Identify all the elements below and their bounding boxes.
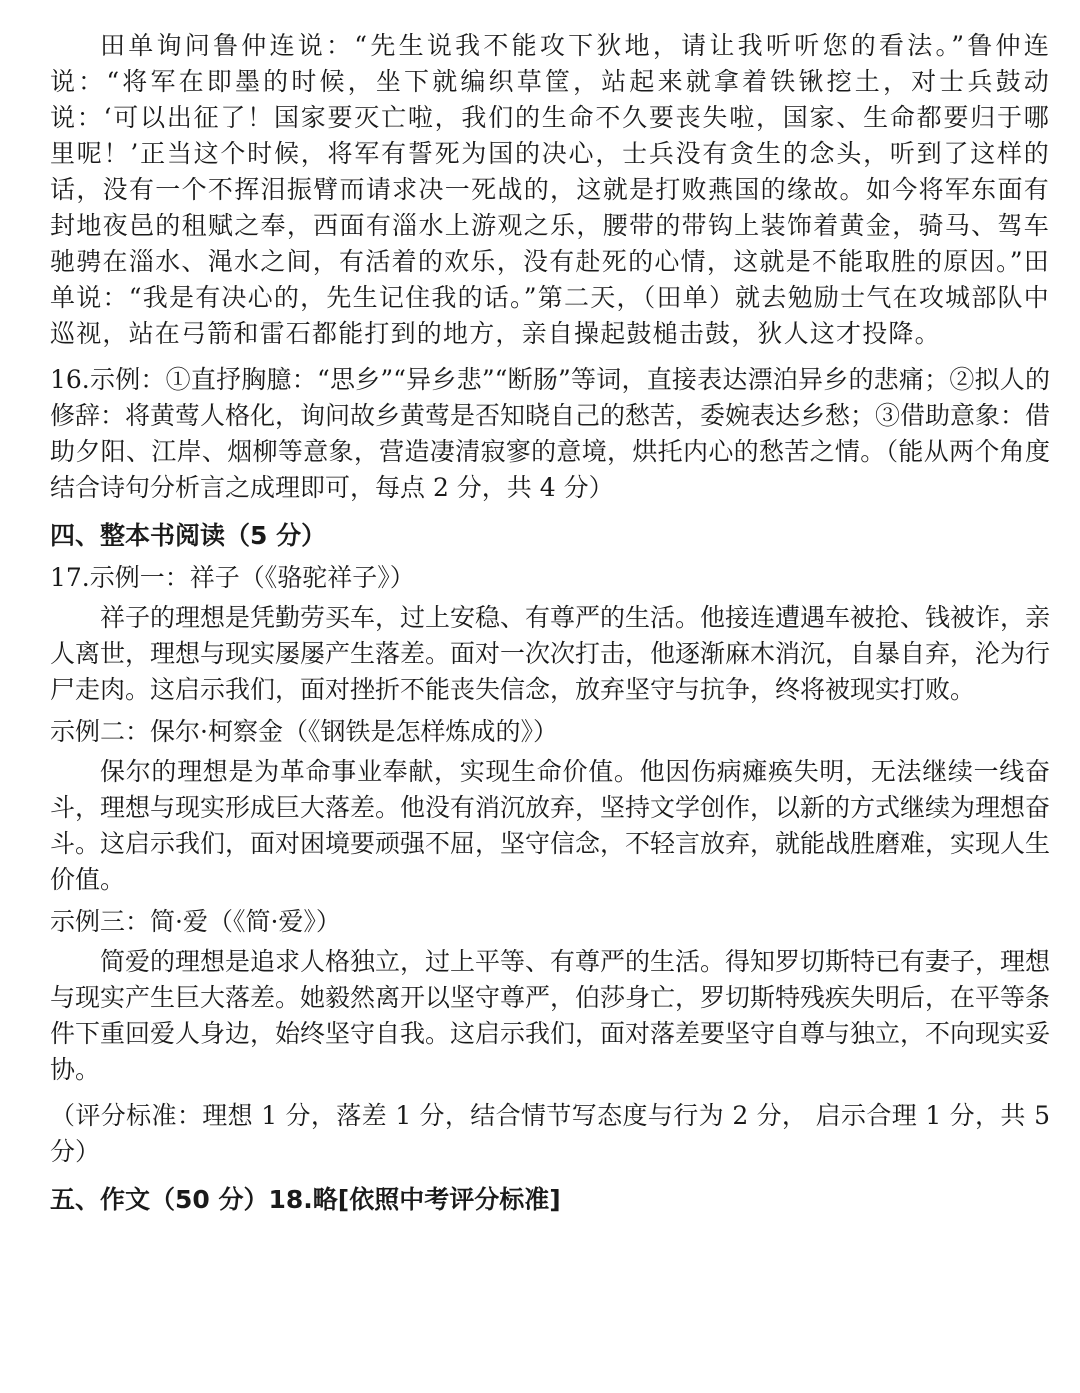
translation-paragraph: 田单询问鲁仲连说：“先生说我不能攻下狄地，请让我听听您的看法。”鲁仲连说：“将军在即墨的时候，坐下就编织草筐，站起来就拿着铁锹挖土，对士兵鼓动说：‘可以出征了！国家要灭亡啦，我们的生命不久要丧失啦，国家、生命都要归于哪里呢！’正当这个时候，将军有誓死为国的决心，士兵没有贪生的念头，听到了这样的话，没有一个不挥泪振臂而请求决一死战的，这就是打败燕国的缘故。如今将军东面有封地夜邑的租赋之奉，西面有淄水上游观之乐，腰带的带钩上装饰着黄金，骑马、驾车驰骋在淄水、渑水之间，有活着的欢乐，没有赴死的心情，这就是不能取胜的原因。”田单说：“我是有决心的，先生记住我的话。”第二天，（田单）就去勉励士气在攻城部队中巡视，站在弓箭和雷石都能打到的地方，亲自操起鼓槌击鼓，狄人这才投降。 [50, 31, 1050, 348]
example-1-text: 祥子的理想是凭勤劳买车，过上安稳、有尊严的生活。他接连遭遇车被抢、钱被诈，亲人离世，理想与现实屡屡产生落差。面对一次次打击，他逐渐麻木消沉，自暴自弃，沦为行尸走肉。这启示我们，面对挫折不能丧失信念，放弃坚守与抗争，终将被现实打败。 [50, 603, 1051, 704]
example-3-label: 示例三：简·爱（《简·爱》） [50, 907, 341, 936]
scoring-criteria: （评分标准：理想 1 分，落差 1 分，结合情节写态度与行为 2 分， 启示合理 1 分，共 5 分） [50, 1101, 1050, 1166]
example-2-label: 示例二：保尔·柯察金（《钢铁是怎样炼成的》） [50, 717, 558, 746]
section-5-line: 五、作文（50 分）18.略[依照中考评分标准] [50, 1185, 561, 1214]
example-2-text: 保尔的理想是为革命事业奉献，实现生命价值。他因伤病瘫痪失明，无法继续一线奋斗，理想与现实形成巨大落差。他没有消沉放弃，坚持文学创作，以新的方式继续为理想奋斗。这启示我们，面对困境要顽强不屈，坚守信念，不轻言放弃，就能战胜磨难，实现人生价值。 [50, 757, 1051, 894]
answer-17-label: 17.示例一：祥子（《骆驼祥子》） [50, 563, 415, 592]
answer-16: 16.示例：①直抒胸臆：“思乡”“异乡悲”“断肠”等词，直接表达漂泊异乡的悲痛；②拟人的修辞：将黄莺人格化，询问故乡黄莺是否知晓自己的愁苦，委婉表达乡愁；③借助意象：借助夕阳、江岸、烟柳等意象，营造凄清寂寥的意境，烘托内心的愁苦之情。（能从两个角度结合诗句分析言之成理即可，每点 2 分，共 4 分） [50, 365, 1051, 502]
example-3-text: 简爱的理想是追求人格独立，过上平等、有尊严的生活。得知罗切斯特已有妻子，理想与现实产生巨大落差。她毅然离开以坚守尊严，伯莎身亡，罗切斯特残疾失明后，在平等条件下重回爱人身边，始终坚守自我。这启示我们，面对落差要坚守自尊与独立，不向现实妥协。 [50, 947, 1051, 1084]
document-page [50, 28, 1050, 1224]
section-4-heading: 四、整本书阅读（5 分） [50, 521, 327, 550]
